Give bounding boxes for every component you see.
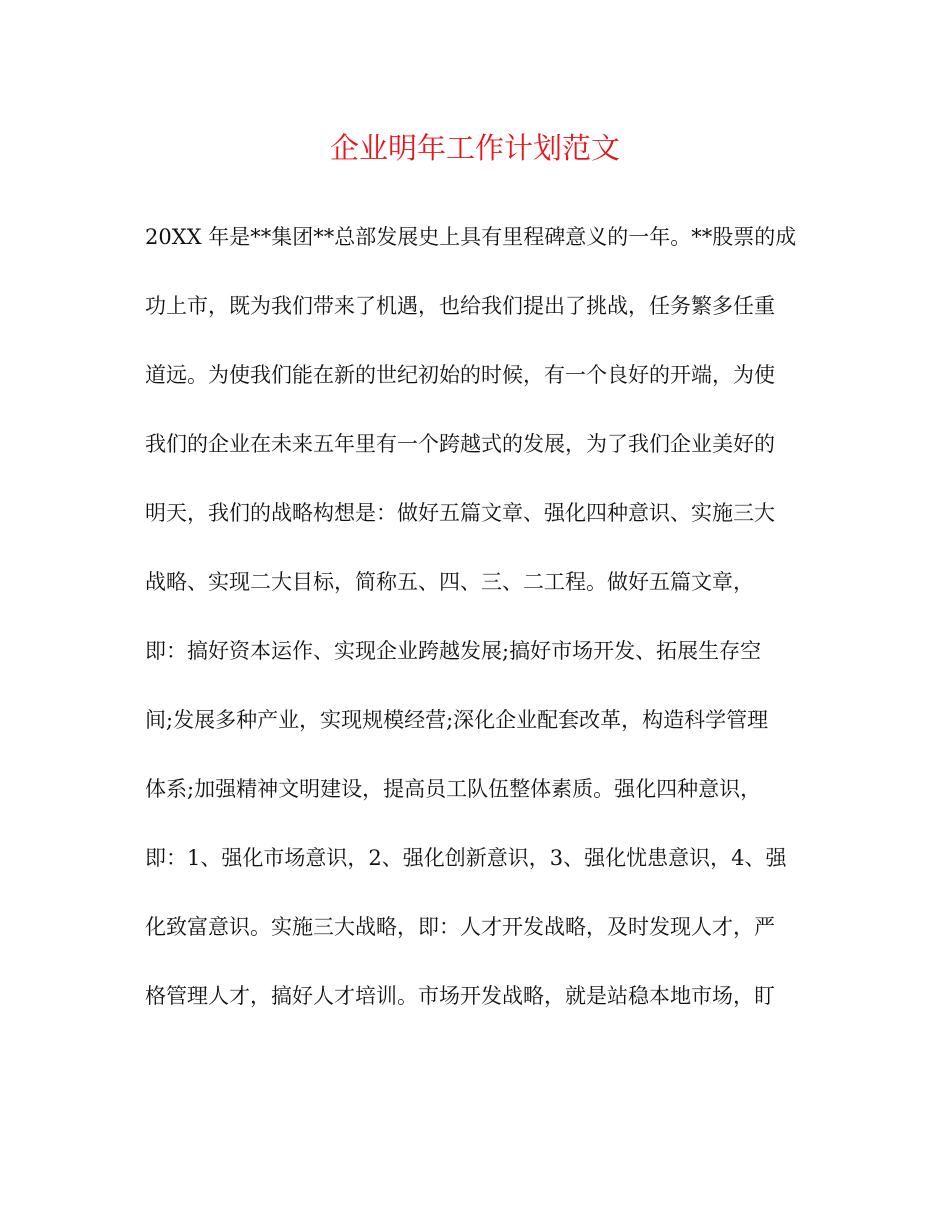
body-line: 化致富意识。实施三大战略，即：人才开发战略，及时发现人才，严 (145, 915, 775, 939)
body-line: 间;发展多种产业，实现规模经营;深化企业配套改革，构造科学管理 (145, 708, 769, 732)
body-line: 功上市，既为我们带来了机遇，也给我们提出了挑战，任务繁多任重 (145, 294, 775, 318)
document-title: 企业明年工作计划范文 (329, 131, 620, 165)
body-line: 20XX 年是**集团**总部发展史上具有里程碑意义的一年。**股票的成 (145, 225, 797, 249)
body-line: 即：搞好资本运作、实现企业跨越发展;搞好市场开发、拓展生存空 (145, 639, 762, 663)
body-line: 明天，我们的战略构想是：做好五篇文章、强化四种意识、实施三大 (145, 501, 775, 525)
body-line: 我们的企业在未来五年里有一个跨越式的发展，为了我们企业美好的 (145, 432, 775, 456)
body-line: 体系;加强精神文明建设，提高员工队伍整体素质。强化四种意识， (145, 777, 762, 801)
document-body (145, 212, 805, 1040)
body-line: 战略、实现二大目标，简称五、四、三、二工程。做好五篇文章， (145, 570, 754, 594)
body-line: 格管理人才，搞好人才培训。市场开发战略，就是站稳本地市场，盯 (145, 984, 775, 1008)
body-line: 道远。为使我们能在新的世纪初始的时候，有一个良好的开端，为使 (145, 363, 775, 387)
body-line: 即：1、强化市场意识，2、强化创新意识，3、强化忧患意识，4、强 (145, 846, 787, 870)
